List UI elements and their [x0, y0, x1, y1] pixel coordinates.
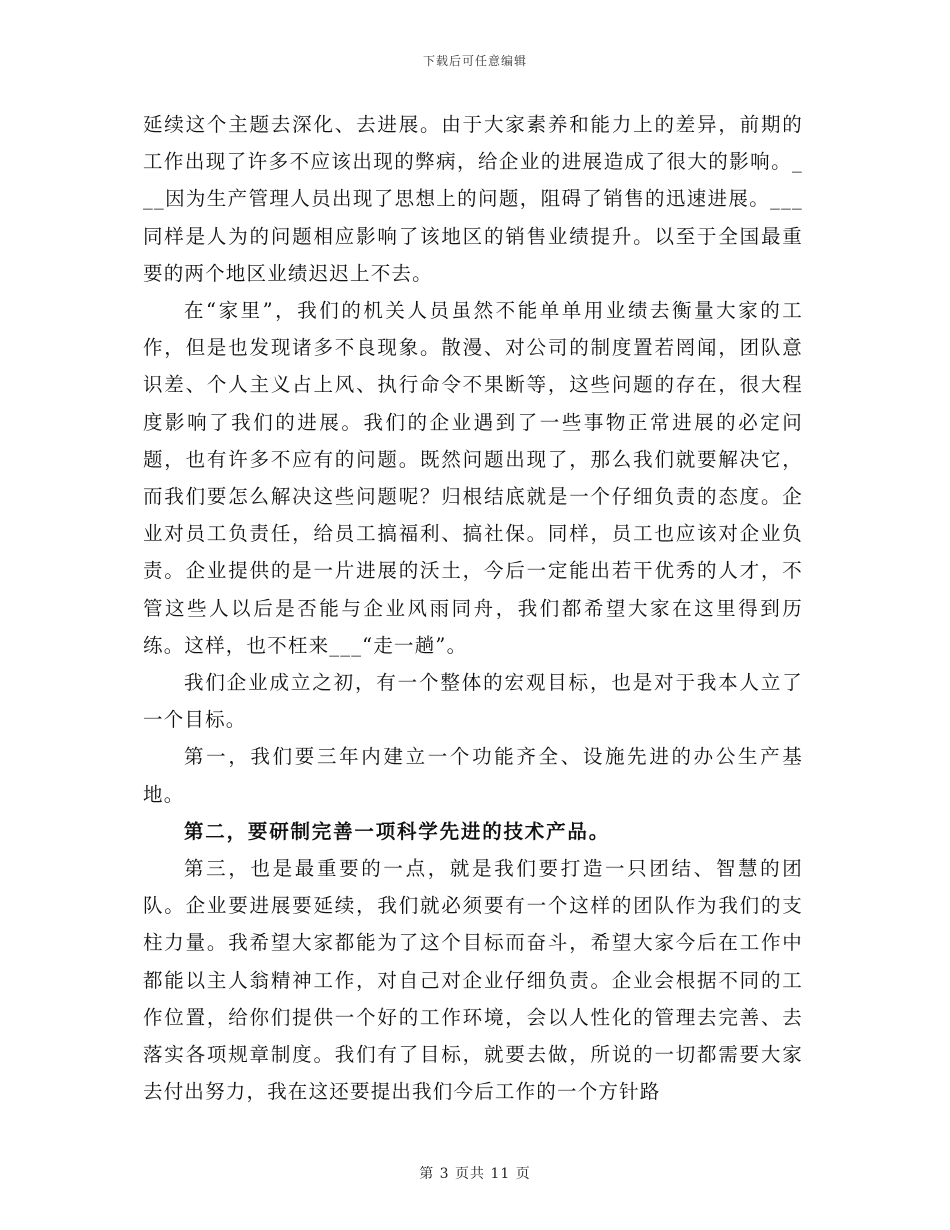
paragraph-goals-intro: 我们企业成立之初，有一个整体的宏观目标，也是对于我本人立了一个目标。 — [143, 671, 803, 732]
paragraph-goal-third: 第三，也是最重要的一点，就是我们要打造一只团结、智慧的团队。企业要进展要延续，我们就必须要有一个这样的团队作为我们的支柱力量。我希望大家都能为了这个目标而奋斗，希望大家今后在工作中都能以主人翁精神工作，对自己对企业仔细负责。企业会根据不同的工作位置，给你们提供一个好的工作环境，会以人性化的管理去完善、去落实各项规章制度。我们有了目标，就要去做，所说的一切都需要大家去付出努力，我在这还要提出我们今后工作的一个方针路 — [143, 857, 803, 1104]
page-header: 下载后可任意编辑 — [422, 54, 527, 68]
page-number-footer: 第 3 页共 11 页 — [419, 1166, 531, 1182]
paragraph-goal-first: 第一，我们要三年内建立一个功能齐全、设施先进的办公生产基地。 — [143, 745, 803, 806]
paragraph-home-issues: 在“家里”，我们的机关人员虽然不能单单用业绩去衡量大家的工作，但是也发现诸多不良现象。散漫、对公司的制度置若罔闻，团队意识差、个人主义占上风、执行命令不果断等，这些问题的存在，很大程度影响了我们的进展。我们的企业遇到了一些事物正常进展的必定问题，也有许多不应有的问题。既然问题出现了，那么我们就要解决它，而我们要怎么解决这些问题呢？归根结底就是一个仔细负责的态度。企业对员工负责任，给员工搞福利、搞社保。同样，员工也应该对企业负责。企业提供的是一片进展的沃土，今后一定能出若干优秀的人才，不管这些人以后是否能与企业风雨同舟，我们都希望大家在这里得到历练。这样，也不枉来___“走一趟”。 — [143, 299, 803, 657]
document-body — [143, 106, 803, 1110]
paragraph-goal-second: 第二，要研制完善一项科学先进的技术产品。 — [184, 819, 611, 843]
paragraph-continuation: 延续这个主题去深化、去进展。由于大家素养和能力上的差异，前期的工作出现了许多不应该出现的弊病，给企业的进展造成了很大的影响。___因为生产管理人员出现了思想上的问题，阻碍了销售的迅速进展。___同样是人为的问题相应影响了该地区的销售业绩提升。以至于全国最重要的两个地区业绩迟迟上不去。 — [143, 113, 803, 285]
